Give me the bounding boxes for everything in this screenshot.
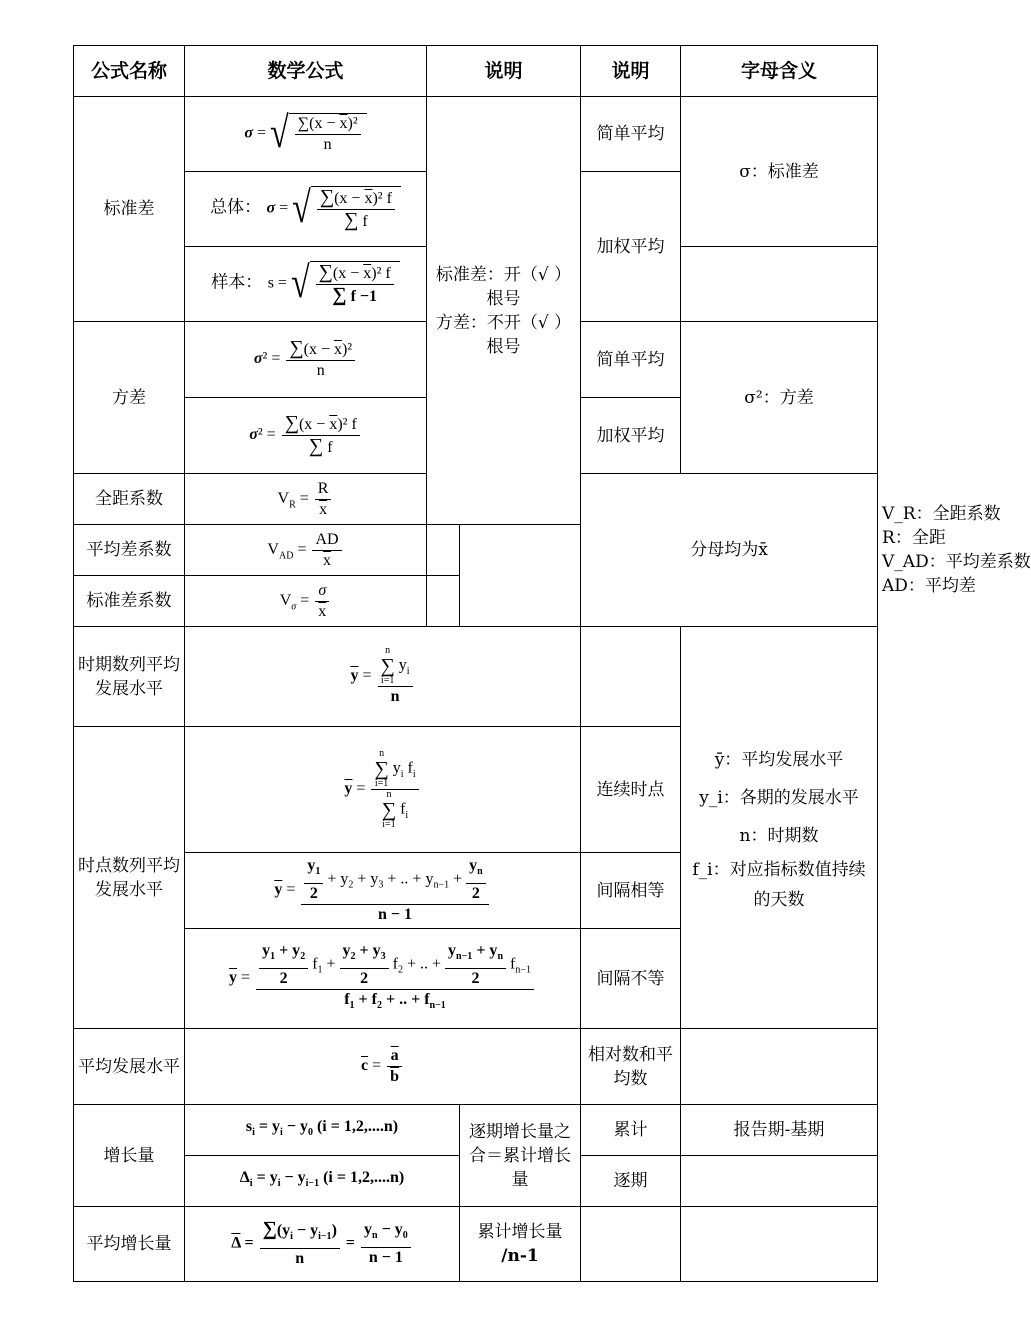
avg-growth-name: 平均增长量 (74, 1207, 185, 1282)
range-coef-name: 全距系数 (74, 474, 185, 525)
header-note-2: 说明 (581, 46, 681, 97)
header-formula-name: 公式名称 (74, 46, 185, 97)
avg-growth-formula: $\overline{\Delta}$ = $\frac{\sum(y_i - y_{i-1})}{n}$ = $\frac{y_n - y_0}{n - 1}$ (185, 1207, 460, 1282)
growth-formula-cumulative: $s_i = y_i - y_0$ (i = 1,2,....n) (185, 1105, 460, 1156)
period-series-name: 时期数列平均发展水平 (74, 627, 185, 727)
point-meaning-2: y_i：各期的发展水平 (699, 787, 859, 808)
point-type-unequal: 间隔不等 (581, 929, 681, 1029)
note-root-1: 根号 (486, 288, 521, 309)
avgdev-coef-formula: $V_{AD}$ = $\frac{AD}{x}$ (185, 525, 427, 576)
period-series-blank (581, 627, 681, 727)
std-name: 标准差 (74, 97, 185, 322)
std-formula-sample: 样本： s = √ $\frac{\sum(x - \overline{x})^2 f}{\sum f -1}$ (185, 247, 427, 322)
avgdev-coef-name: 平均差系数 (74, 525, 185, 576)
std-formula-simple: σ = √ $\frac{\sum(x - \overline{x})^2}{n}$ (185, 97, 427, 172)
growth-name: 增长量 (74, 1105, 185, 1207)
stddev-coef-name: 标准差系数 (74, 576, 185, 627)
var-meaning (681, 322, 878, 474)
header-row (74, 46, 878, 97)
note-var-no-open: 方差：不开（√ ） (435, 312, 572, 333)
avg-level-formula: $\overline{c}$ = $\frac{\overline{a}}{b}$ (185, 1029, 581, 1105)
point-type-equal: 间隔相等 (581, 853, 681, 929)
avg-level-meaning-blank (681, 1029, 878, 1105)
var-type-weighted: 加权平均 (581, 398, 681, 474)
var-name: 方差 (74, 322, 185, 474)
std-population-label: 总体： (210, 197, 262, 218)
std-meaning-blank (681, 247, 878, 322)
std-meaning-text: σ：标准差 (739, 161, 819, 182)
point-meaning-4: f_i：对应指标数值持续的天数 (692, 859, 866, 910)
point-meaning-3: n：时期数 (739, 825, 819, 846)
formula-table: 公式名称 数学公式 说明 说明 字母含义 标准差 σ = √ $\frac{\sum(x - \overline{x})^2}{n}$ 标准差：开（√ ） 根号 方差：不开（√ ） 根号 简单平均 σ：标准差 总体： σ = √ $\frac{\sum(x - \overline{x})^2 f}{\sum f}$ 加权平均 样本： s = √ $\frac{\sum(x - \overline{x})^2 f}{\sum f -1}$ 方差 σ² = $\frac{\sum(x - \overline{x})^2}{n}$ 简单平均 σ²：方差 σ² = $\frac{\sum(x - \overline{x})^2 f}{\sum f}$ 加权平均 全距系数 $V_R$ = $\frac{R}{x}$ 分母均为x̄ V_R：全距系数 R：全距 V_AD：平均差系数 AD：平均差 平均差系数 $V_{AD}$ = $\frac{AD}{x}$ 标准差系数 $V_\sigma$ = $\frac{\sigma}{x}$ 时期数列平均发展水平 $\overline{y}$ = n ∑ i=1 $y_i$ n ȳ：平均发展水平 y_i：各期的发展水平 n：时期数 f_i：对应指标数值持续的天数 时点数列平均发展水平 $\overline{y}$ = n ∑ i=1 $y_i$ $f_i$ n ∑ i=1 $f_i$ 连续时点 $\overline{y}$ = $\frac{y_1}{2}$ + $y_2 + y_3$ + .. + $y_{n-1}$ + $\frac{y_n}{2}$ n − 1 间隔相等 $\overline{y}$ = $\frac{y_1 + y_2}{2}$ $f_1$ + $\frac{y_2 + y_3}{2}$ $f_2$ + .. + $\frac{y_{n-1} + y_n}{2}$ $f_{n-1}$ $f_1 + f_2$ + .. + $f_{n-1}$ 间隔不等 平均发展水平 $\overline{c}$ = $\frac{\overline{a}}{b}$ 相对数和平均数 增长量 $s_i = y_i - y_0$ (i = 1,2,....n) 逐期增长量之合＝累计增长量 累计 报告期-基期 $\Delta_i = y_i - y_{i-1}$ (i = 1,2,....n) 逐期 平均增长量 $\overline{\Delta}$ = $\frac{\sum(y_i - y_{i-1})}{n}$ = $\frac{y_n - y_0}{n - 1}$ 累计增长量 /n-1 (73, 45, 878, 1282)
stddev-coef-blank (427, 576, 460, 627)
growth-note: 逐期增长量之合＝累计增长量 (460, 1105, 581, 1207)
std-sample-label: 样本： (211, 272, 263, 293)
note-std-open: 标准差：开（√ ） (435, 264, 572, 285)
growth-type-periodic: 逐期 (581, 1156, 681, 1207)
note-root-2: 根号 (486, 336, 521, 357)
std-type-weighted: 加权平均 (581, 172, 681, 322)
point-formula-continuous: $\overline{y}$ = n ∑ i=1 $y_i$ $f_i$ n ∑ i=1 $f_i$ (185, 727, 581, 853)
avg-level-name: 平均发展水平 (74, 1029, 185, 1105)
range-coef-formula: $V_R$ = $\frac{R}{x}$ (185, 474, 427, 525)
point-type-continuous: 连续时点 (581, 727, 681, 853)
std-meaning (681, 97, 878, 247)
coef-note: 分母均为x̄ (581, 474, 878, 627)
var-type-simple: 简单平均 (581, 322, 681, 398)
point-series-name: 时点数列平均发展水平 (74, 727, 185, 1029)
point-meaning-1: ȳ：平均发展水平 (714, 749, 844, 770)
growth-meaning-blank (681, 1156, 878, 1207)
growth-meaning: 报告期-基期 (681, 1105, 878, 1156)
growth-type-cumulative: 累计 (581, 1105, 681, 1156)
header-letter-meaning: 字母含义 (681, 46, 878, 97)
point-formula-unequal: $\overline{y}$ = $\frac{y_1 + y_2}{2}$ $f_1$ + $\frac{y_2 + y_3}{2}$ $f_2$ + .. + $\frac{y_{n-1} + y_n}{2}$ $f_{n-1}$ $f_1 + f_2$ + .. + $f_{n-1}$ (185, 929, 581, 1029)
point-formula-equal: $\overline{y}$ = $\frac{y_1}{2}$ + $y_2 + y_3$ + .. + $y_{n-1}$ + $\frac{y_n}{2}$ n − 1 (185, 853, 581, 929)
header-note: 说明 (427, 46, 581, 97)
avg-level-type: 相对数和平均数 (581, 1029, 681, 1105)
avg-growth-type-blank (581, 1207, 681, 1282)
stddev-coef-formula: $V_\sigma$ = $\frac{\sigma}{x}$ (185, 576, 427, 627)
var-formula-weighted: σ² = $\frac{\sum(x - \overline{x})^2 f}{\sum f}$ (185, 398, 427, 474)
growth-formula-periodic: $\Delta_i = y_i - y_{i-1}$ (i = 1,2,....n) (185, 1156, 460, 1207)
point-meaning (681, 627, 878, 1029)
header-math-formula: 数学公式 (185, 46, 427, 97)
var-formula-simple: σ² = $\frac{\sum(x - \overline{x})^2}{n}$ (185, 322, 427, 398)
std-formula-population: 总体： σ = √ $\frac{\sum(x - \overline{x})^2 f}{\sum f}$ (185, 172, 427, 247)
std-type-simple: 简单平均 (581, 97, 681, 172)
var-meaning-text: σ²：方差 (744, 387, 814, 408)
avg-growth-note-2: /n-1 (501, 1246, 539, 1266)
std-var-note (427, 97, 581, 525)
avgdev-coef-blank (427, 525, 460, 576)
avg-growth-note-1: 累计增长量 (477, 1222, 563, 1242)
period-series-formula: $\overline{y}$ = n ∑ i=1 $y_i$ n (185, 627, 581, 727)
avg-growth-note (460, 1207, 581, 1282)
avg-growth-meaning-blank (681, 1207, 878, 1282)
